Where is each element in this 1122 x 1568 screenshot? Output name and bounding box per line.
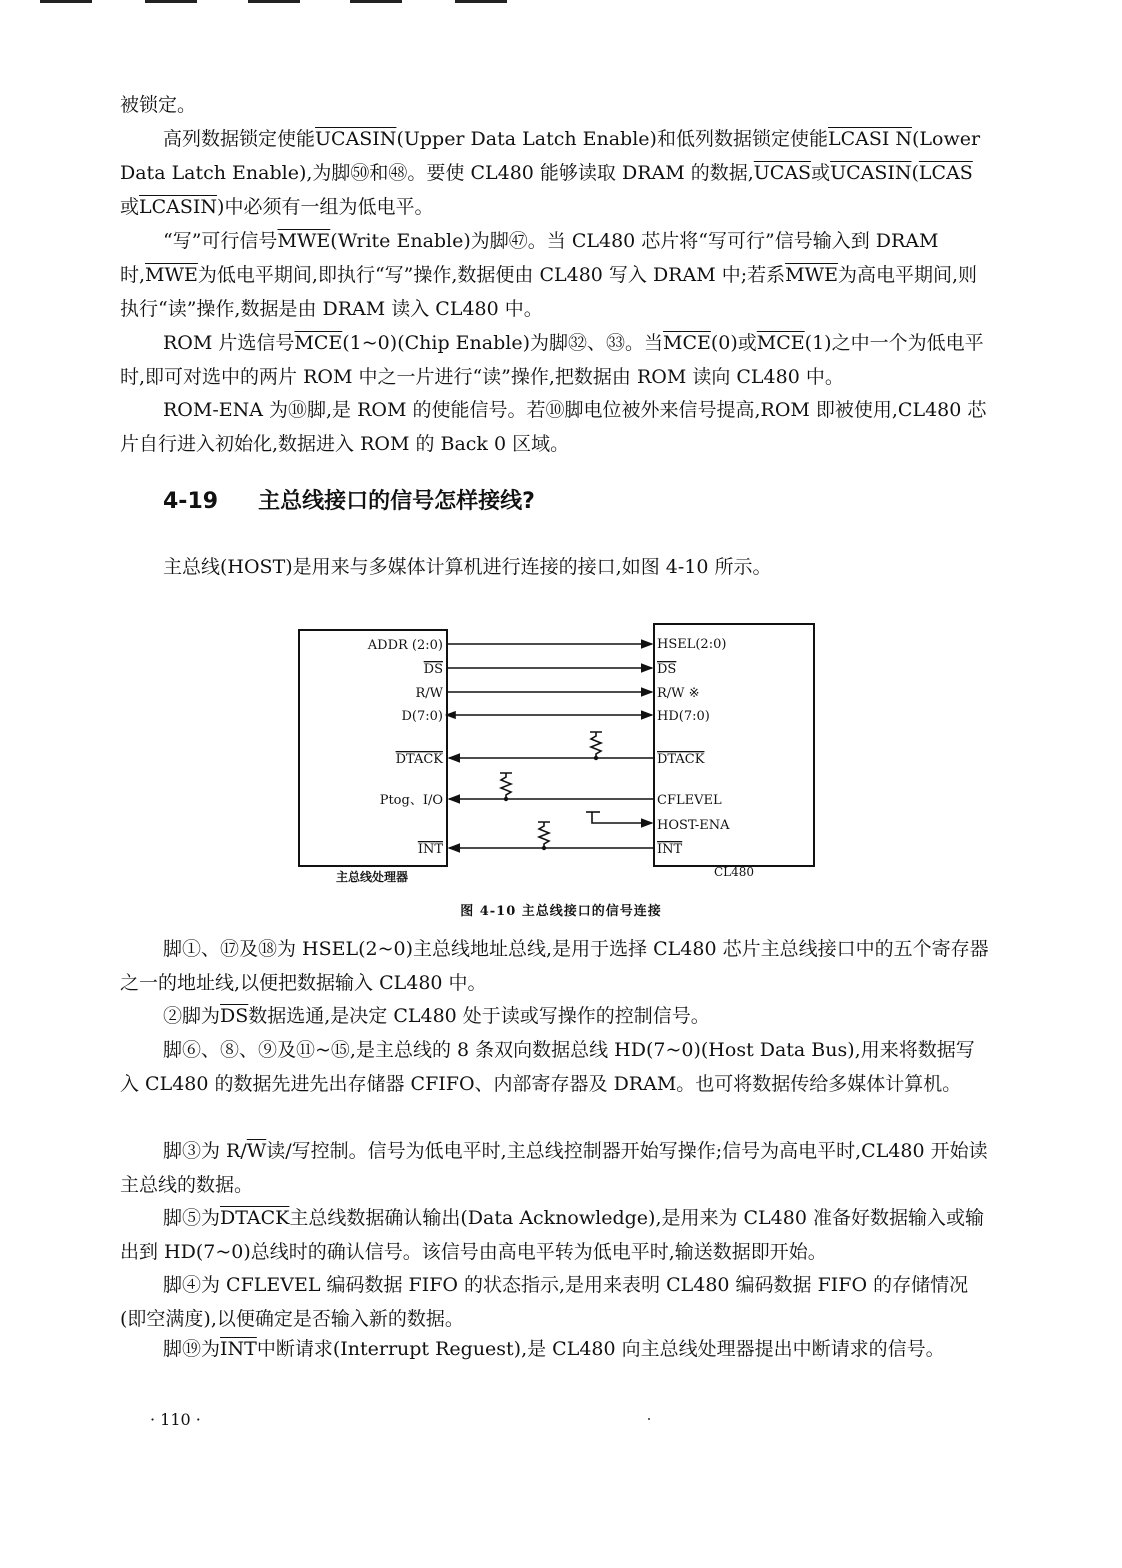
fig-left-label: Ptog、I/O [379, 793, 443, 808]
fig-left-label: DTACK [395, 752, 443, 767]
wire-host-ena [592, 812, 652, 823]
overlined-signal: $\overline{DS}$ [220, 1005, 249, 1027]
paragraph-host-intro: 主总线(HOST)是用来与多媒体计算机进行连接的接口,如图 4-10 所示。 [163, 556, 772, 578]
paragraph-rom-ena: ROM-ENA 为⑩脚,是 ROM 的使能信号。若⑩脚电位被外来信号提高,ROM 即被使用,CL480 芯片自行进入初始化,数据进入 ROM 的 Back 0 区域。 [120, 399, 987, 455]
fig-left-label: D(7:0) [401, 709, 443, 724]
fig-right-label: DTACK [657, 752, 705, 767]
overlined-signal: $\overline{W}$ [246, 1140, 267, 1162]
top-rule [40, 0, 92, 3]
paragraph-hsel: 脚①、⑰及⑱为 HSEL(2~0)主总线地址总线,是用于选择 CL480 芯片主总线接口中的五个寄存器之一的地址线,以便把数据输入 CL480 中。 [120, 938, 989, 994]
paragraph-rom-select: ROM 片选信号$\overline{MCE}(1\sim 0)(Chip$ Enable)为脚㉜、㉝。当$\overline{MCE}(0)$或$\overline{MCE}(1)$之中一个为低电平时,即可对选中的两片 ROM 中之一片进行“读”操作,把数据由 ROM 读向 CL480 中。 [120, 332, 984, 388]
overlined-signal: LCASI N [827, 128, 913, 150]
pullup-resistor-dtack [590, 732, 602, 758]
fig-right-label: R/W ※ [657, 686, 700, 701]
paragraph-int: 脚⑲为$\overline{INT}$中断请求(Interrupt Reguest),是 CL480 向主总线处理器提出中断请求的信号。 [163, 1338, 945, 1360]
fig-left-label: ADDR (2:0) [367, 638, 443, 653]
paragraph-dtack: 脚⑤为DTACK主总线数据确认输出(Data Acknowledge),是用来为 CL480 准备好数据输入或输出到 HD(7~0)总线时的确认信号。该信号由高电平转为低电平时,输送数据即开始。 [120, 1207, 984, 1263]
fig-right-label: HD(7:0) [657, 709, 710, 724]
fig-left-label: R/W [415, 686, 443, 701]
wire-data-bus-left-arrow [447, 712, 455, 718]
overlined-signal: LCAS [918, 162, 973, 184]
page-number: · 110 · [150, 1410, 201, 1429]
cl480-label: CL480 [713, 865, 755, 879]
overlined-signal: DTACK [220, 1207, 290, 1229]
paragraph-ds: ②脚为$\overline{DS}$数据选通,是决定 CL480 处于读或写操作的控制信号。 [163, 1005, 710, 1027]
pullup-resistor-int [538, 822, 550, 848]
fig-right-label: HSEL(2:0) [657, 637, 727, 652]
top-rule [455, 0, 507, 3]
overlined-signal: LCASIN [139, 196, 218, 218]
section-heading [163, 484, 535, 515]
top-rule [248, 0, 300, 3]
overlined-signal: UCASIN [830, 162, 912, 184]
overlined-signal: $\overline{MCE}$ [662, 332, 711, 354]
paragraph-rw: 脚③为 $R/\overline{W}$读/写控制。信号为低电平时,主总线控制器开始写操作;信号为高电平时,CL480 开始读主总线的数据。 [120, 1140, 988, 1196]
section-title: 主总线接口的信号怎样接线? [258, 489, 535, 514]
overlined-signal: UCASIN [315, 128, 397, 150]
overlined-signal: $\overline{INT}$ [220, 1338, 257, 1360]
fig-right-label: CFLEVEL [657, 793, 722, 808]
fig-left-label: DS [423, 662, 443, 677]
overlined-signal: $\overline{MCE}$ [294, 332, 343, 354]
paragraph-cflevel: 脚④为 CFLEVEL 编码数据 FIFO 的状态指示,是用来表明 CL480 编码数据 FIFO 的存储情况(即空满度),以便确定是否输入新的数据。 [120, 1274, 969, 1330]
top-rule [145, 0, 197, 3]
overlined-signal: $\overline{MWE}$ [277, 230, 331, 252]
overlined-signal: $\overline{MWE}$ [145, 264, 198, 286]
pullup-resistor-cflevel [500, 773, 512, 799]
paragraph-hd-bus: 脚⑥、⑧、⑨及⑪~⑮,是主总线的 8 条双向数据总线 HD(7~0)(Host Data Bus),用来将数据写入 CL480 的数据先进先出存储器 CFIFO、内部寄存器及 DRAM。也可将数据传给多媒体计算机。 [120, 1039, 975, 1095]
overlined-signal: $\overline{MCE}$ [756, 332, 805, 354]
scan-speck [648, 1418, 650, 1420]
paragraph-write-enable: “写”可行信号$\overline{MWE}(Write$ Enable)为脚㊼。当 CL480 芯片将“写可行”信号输入到 DRAM 时$,\overline{MWE}$为低电平期间,即执行“写”操作,数据便由 CL480 写入 DRAM 中;若系$\overline{MWE}$为高电平期间,则执行“读”操作,数据是由 DRAM 读入 CL480 中。 [120, 230, 978, 320]
figure-caption: 图 4-10 主总线接口的信号连接 [460, 904, 662, 919]
paragraph-latch-enable: 高列数据锁定使能UCASIN(Upper Data Latch Enable)和低列数据锁定使能LCASI N(Lower Data Latch Enable),为脚㊿和㊽。要使 CL480 能够读取 DRAM 的数据,UCAS或UCASIN(LCAS或LCASIN)中必须有一组为低电平。 [120, 128, 981, 218]
host-processor-label: 主总线处理器 [335, 870, 409, 884]
overlined-signal: $\overline{MWE}$ [785, 264, 838, 286]
top-rule [350, 0, 402, 3]
overlined-signal: UCAS [753, 162, 812, 184]
host-processor-box [299, 630, 447, 866]
fig-right-label: DS [657, 662, 677, 677]
fig-left-label: INT [417, 842, 443, 857]
fig-right-label: INT [657, 842, 683, 857]
cl480-box [654, 624, 814, 866]
section-number: 4-19 [163, 489, 219, 514]
paragraph-continuation: 被锁定。 [120, 94, 197, 116]
fig-right-label: HOST-ENA [657, 818, 730, 833]
